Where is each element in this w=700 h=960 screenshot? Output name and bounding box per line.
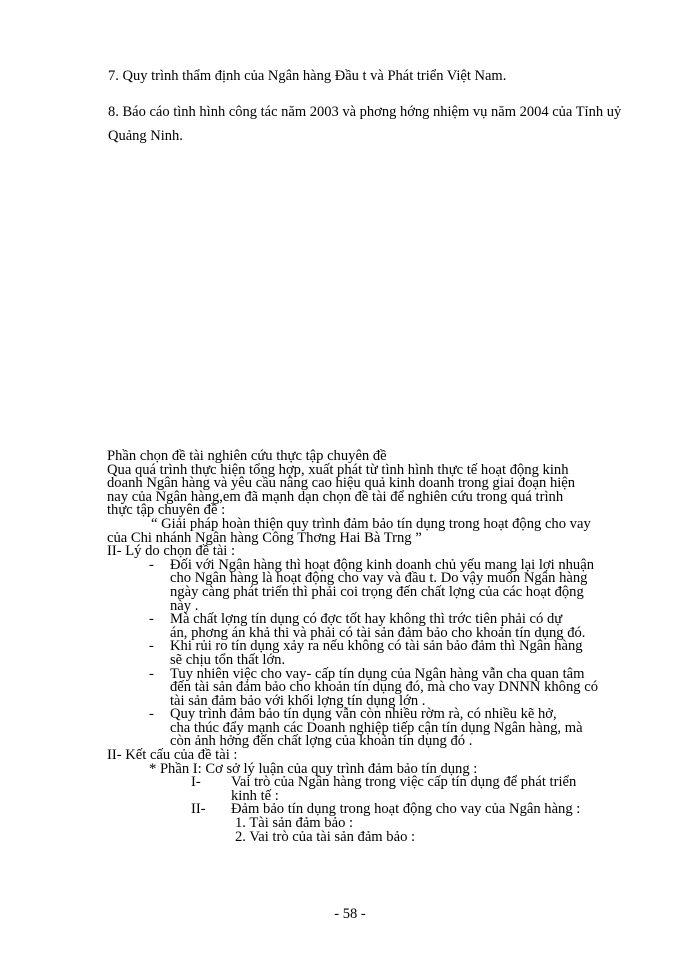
list-item [107,665,662,709]
reference-item-8 [108,100,653,148]
topic-title-line: “ Giải pháp hoàn thiện quy trình đảm bảo tín dụng trong hoạt động cho vay [151,515,591,532]
reference-item-7 [108,64,653,88]
list-item-line: Tuy nhiên việc cho vay- cấp tín dụng của Ngân hàng vẫn cha quan tâm [170,665,585,682]
dash-bullet: - [149,556,154,573]
list-item-line: Đối với Ngân hàng thì hoạt động kinh doanh chủ yếu mang lại lợi nhuận [170,556,594,573]
list-item [107,640,662,667]
page-number: - 58 - [334,906,366,922]
intro-line: Qua quá trình thực hiện tổng hợp, xuất phát từ tình hình thực tế hoạt động kinh [107,461,569,478]
reason-heading: II- Lý do chọn đề tài : [107,543,236,560]
intro-line: thực tập chuyên đề : [107,502,226,519]
dash-bullet: - [149,611,154,628]
subitem-line: Vai trò của Ngân hàng trong việc cấp tín dụng để phát triển [231,774,577,791]
numbered-item: 2. Vai trò của tài sản đảm bảo : [235,828,416,845]
list-item-line: cha thúc đẩy mạnh các Doanh nghiệp tiếp cận tín dụng Ngân hàng, mà [170,719,583,736]
list-item-line: đến tài sản đảm bảo cho khoản tín dụng đó, mà cho vay DNNN không có [170,679,598,696]
reference-text: 8. Báo cáo tình hình công tác năm 2003 và phơng hớng nhiệm vụ năm 2004 của Tỉnh uỷ Quảng Ninh. [108,104,622,144]
dash-bullet: - [149,665,154,682]
roman-marker: II- [191,801,206,818]
section-heading: Phần chọn đề tài nghiên cứu thực tập chuyên đề [107,448,387,464]
subitem-line: kinh tế : [231,787,279,804]
list-item [107,556,662,614]
reference-text: 7. Quy trình thẩm định của Ngân hàng Đầu t và Phát triển Việt Nam. [108,68,507,84]
list-item-line: sẽ chịu tổn thất lớn. [170,651,286,668]
structure-heading: II- Kết cấu của đề tài : [107,747,238,764]
dash-bullet: - [149,638,154,655]
part-subitem [107,803,662,817]
list-item-line: ngày càng phát triển thì phải coi trọng đến chất lợng của các hoạt động [170,583,584,600]
subitem-line: Đảm bảo tín dụng trong hoạt động cho vay của Ngân hàng : [231,801,581,818]
numbered-item: 1. Tài sản đảm bảo : [235,815,354,832]
list-item-line: cho Ngân hàng là hoạt động cho vay và đầu t. Do vậy muốn Ngân hàng [170,570,588,587]
list-item [107,708,662,749]
list-item-line: Mà chất lợng tín dụng có đợc tốt hay không thì trớc tiên phải có dự [170,611,563,628]
part-heading: * Phần I: Cơ sở lý luận của quy trình đảm bảo tín dụng : [149,760,478,777]
list-item [107,613,662,640]
part-subitem [107,776,662,803]
reason-list [107,556,662,750]
list-item-line: còn ảnh hởng đến chất lợng của khoản tín dụng đó . [170,733,473,750]
list-item-line: này . [170,597,199,614]
intro-line: nay của Ngân hàng,em đã mạnh dạn chọn đề tài để nghiên cứu trong quá trình [107,488,564,505]
list-item-line: tài sản đảm bảo với khối lợng tín dụng lớn . [170,692,426,709]
list-item-line: án, phơng án khả thi và phải có tài sản đảm bảo cho khoản tín dụng đó. [170,624,586,641]
roman-marker: I- [191,774,201,791]
dash-bullet: - [149,706,154,723]
list-item-line: Quy trình đảm bảo tín dụng vẫn còn nhiều rờm rà, có nhiều kẽ hở, [170,706,557,723]
topic-section [107,450,662,844]
intro-line: doanh Ngân hàng và yêu cầu nâng cao hiệu quả kinh doanh trong giai đoạn hiện [107,475,576,492]
topic-title-line: của Chi nhánh Ngân hàng Công Thơng Hai Bà Trng ” [107,529,422,546]
list-item-line: Khi rủi ro tín dụng xảy ra nếu không có tài sản bảo đảm thì Ngân hàng [170,638,583,655]
